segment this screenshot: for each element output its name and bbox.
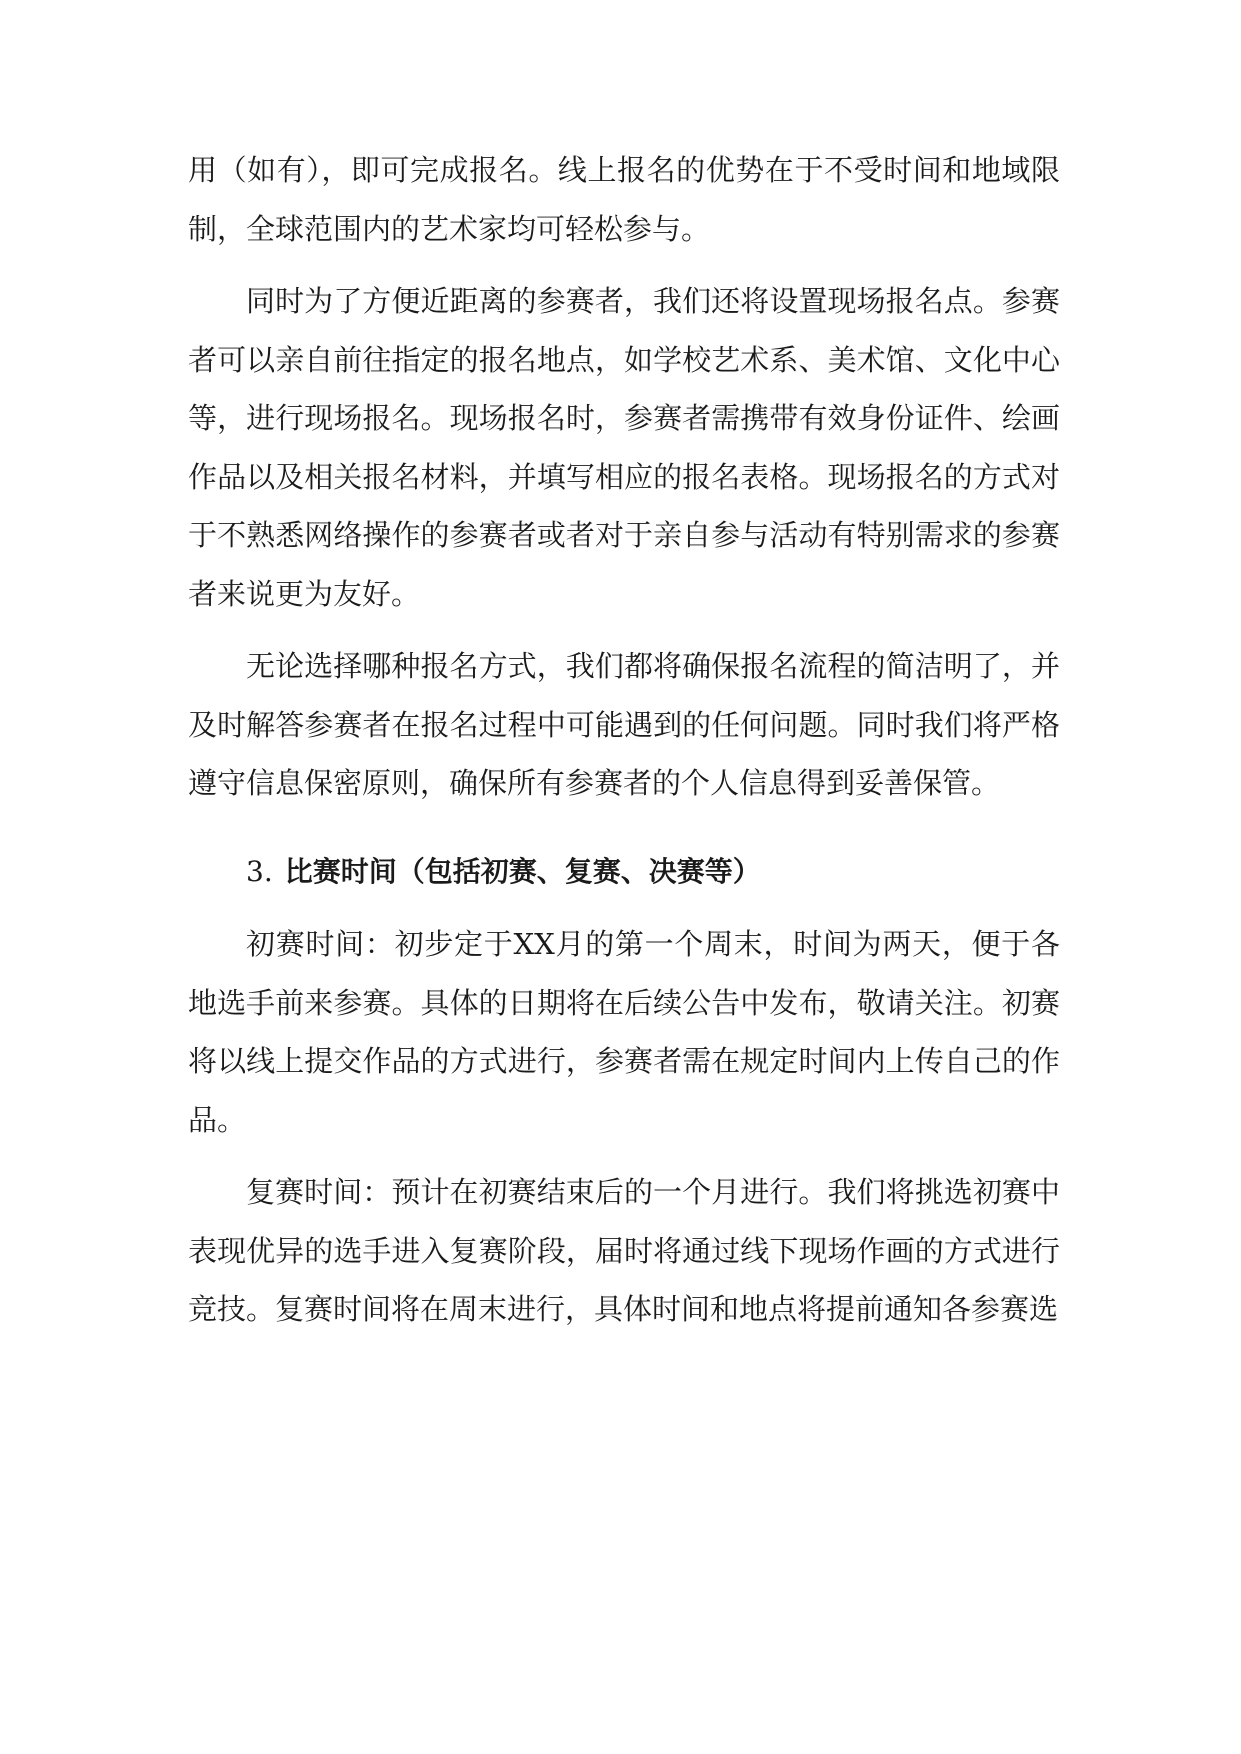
section-title: 比赛时间（包括初赛、复赛、决赛等） [284,854,761,888]
document-body [188,141,1060,1339]
section-spacer [188,813,1060,843]
paragraph-spacer [188,623,1060,637]
section-heading [188,843,1060,902]
section-number: 3. [246,854,273,888]
paragraph-spacer [188,258,1060,272]
paragraph-spacer [188,901,1060,915]
paragraph-semifinal-time: 复赛时间：预计在初赛结束后的一个月进行。我们将挑选初赛中表现优异的选手进入复赛阶段，届时将通过线下现场作画的方式进行竞技。复赛时间将在周末进行，具体时间和地点将提前通知各参赛选 [188,1175,1060,1326]
paragraph-preliminary-time: 初赛时间：初步定于XX月的第一个周末，时间为两天，便于各地选手前来参赛。具体的日期将在后续公告中发布，敬请关注。初赛将以线上提交作品的方式进行，参赛者需在规定时间内上传自己的作品。 [188,927,1060,1137]
paragraph-registration-assurance: 无论选择哪种报名方式，我们都将确保报名流程的简洁明了，并及时解答参赛者在报名过程中可能遇到的任何问题。同时我们将严格遵守信息保密原则，确保所有参赛者的个人信息得到妥善保管。 [188,649,1060,800]
paragraph-online-registration-end: 用（如有），即可完成报名。线上报名的优势在于不受时间和地域限制，全球范围内的艺术家均可轻松参与。 [188,153,1060,246]
paragraph-spacer [188,1149,1060,1163]
paragraph-onsite-registration: 同时为了方便近距离的参赛者，我们还将设置现场报名点。参赛者可以亲自前往指定的报名地点，如学校艺术系、美术馆、文化中心等，进行现场报名。现场报名时，参赛者需携带有效身份证件、绘画作品以及相关报名材料，并填写相应的报名表格。现场报名的方式对于不熟悉网络操作的参赛者或者对于亲自参与活动有特别需求的参赛者来说更为友好。 [188,284,1060,611]
